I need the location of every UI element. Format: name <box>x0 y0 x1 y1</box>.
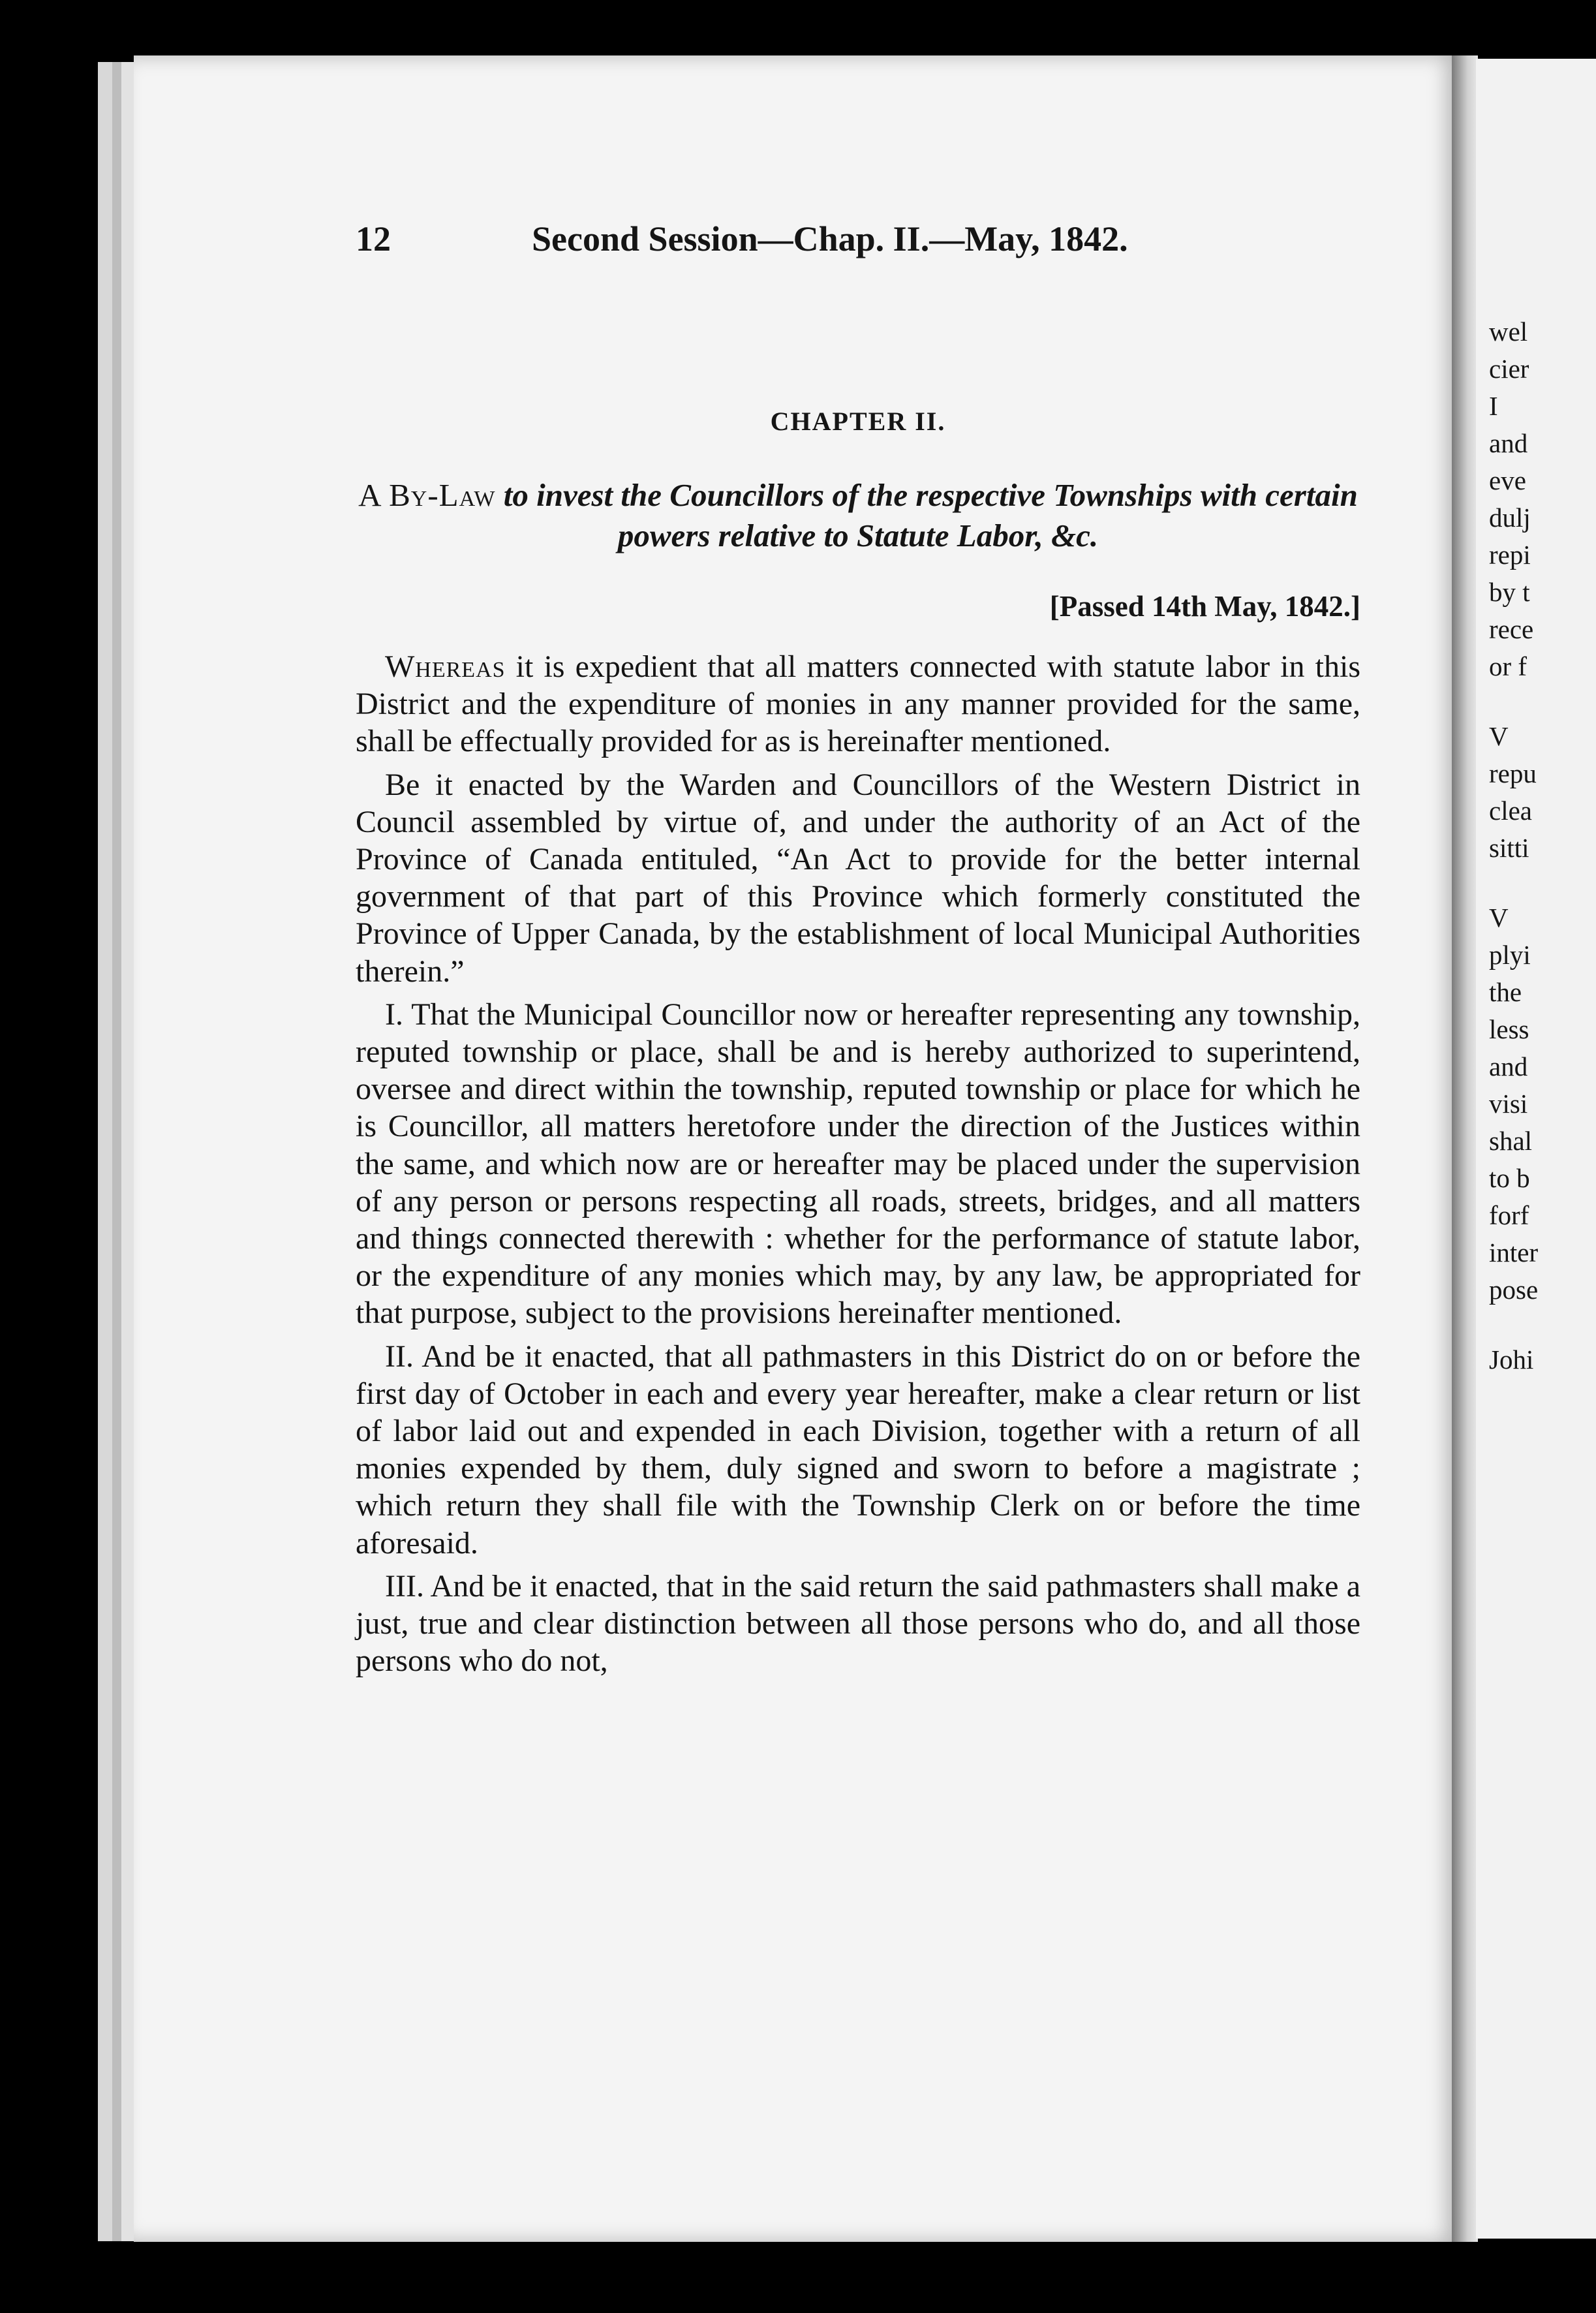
facing-line: plyi <box>1489 940 1531 970</box>
facing-line: by t <box>1489 577 1530 607</box>
facing-line: or f <box>1489 651 1527 681</box>
paragraph-text: III. And be it enacted, that in the said return the said pathmasters shall make a just, true and clear distinction between all those persons who do, and all those persons who do not, <box>356 1568 1360 1679</box>
running-head <box>356 219 1184 264</box>
facing-line: inter <box>1489 1237 1539 1267</box>
paragraph-preamble <box>356 648 1360 760</box>
section-3 <box>356 1568 1360 1680</box>
paragraph-text: Be it enacted by the Warden and Councillors of the Western District in Council assembled by virtue of, and under the authority of an Act of the Province of Canada entituled, “An Act to provide for the better internal government of that part of this Province which formerly constituted the Province of Upper Canada, by the establishment of local Municipal Authorities therein.” <box>356 767 1360 989</box>
facing-line: repi <box>1489 540 1531 570</box>
page-edge <box>112 62 121 2241</box>
chapter-heading: CHAPTER II. <box>770 407 946 436</box>
facing-line: V <box>1489 721 1509 751</box>
facing-line: Johi <box>1489 1344 1534 1374</box>
paragraph-text: I. That the Municipal Councillor now or hereafter representing any township, reputed township or place, shall be and is hereby authorized to superintend, oversee and direct within the township, reputed township or place for which he is Councillor, all matters heretofore under the direction of the Justices within the same, and which now are or hereafter may be placed under the supervision of any person or persons respecting all roads, streets, bridges, and all matters and things connected therewith : whether for the performance of statute labor, or the expenditure of any monies which may, by any law, be appropriated for that purpose, subject to the provisions hereinafter mentioned. <box>356 997 1360 1331</box>
facing-line: visi <box>1489 1089 1528 1119</box>
page-edge <box>98 62 112 2241</box>
section-1 <box>356 996 1360 1332</box>
facing-line: dulj <box>1489 503 1531 533</box>
bylaw-title-text: to invest the Councillors of the respective Townships with certain powers relative to Statute Labor, &c. <box>503 477 1358 553</box>
facing-line: I <box>1489 391 1498 421</box>
facing-line: wel <box>1489 317 1528 347</box>
facing-line: sitti <box>1489 833 1529 863</box>
bylaw-title-lead: A By-Law <box>358 477 496 513</box>
facing-line: less <box>1489 1014 1529 1044</box>
facing-line: pose <box>1489 1275 1539 1305</box>
facing-page-text <box>1489 313 1596 1378</box>
facing-line: and <box>1489 1051 1528 1081</box>
facing-line: forf <box>1489 1200 1529 1230</box>
bylaw-body <box>356 648 1360 1685</box>
facing-line: V <box>1489 903 1509 933</box>
facing-line: cier <box>1489 354 1529 384</box>
page-edge <box>121 62 134 2241</box>
page-number: 12 <box>356 219 391 258</box>
facing-line: shal <box>1489 1126 1533 1156</box>
facing-line: clea <box>1489 796 1532 826</box>
paragraph-enacting <box>356 766 1360 990</box>
facing-line: rece <box>1489 614 1534 644</box>
running-title: Second Session—Chap. II.—May, 1842. <box>532 219 1128 258</box>
facing-line: the <box>1489 977 1522 1007</box>
bylaw-title <box>356 475 1360 556</box>
facing-line: repu <box>1489 758 1537 788</box>
facing-line: eve <box>1489 465 1526 495</box>
facing-page <box>1476 59 1596 2239</box>
paragraph-text: it is expedient that all matters connected with statute labor in this District and the expenditure of monies in any manner provided for the same, shall be effectually provided for as is hereinafter mentioned. <box>356 649 1360 759</box>
paragraph-text: II. And be it enacted, that all pathmasters in this District do on or before the first day of October in each and every year hereafter, make a clear return or list of labor laid out and expended in each Division, together with a return of all monies expended by them, duly signed and sworn to before a magistrate ; which return they shall file with the Township Clerk on or before the time aforesaid. <box>356 1339 1360 1560</box>
facing-line: and <box>1489 428 1528 458</box>
facing-line: to b <box>1489 1163 1530 1193</box>
book-gutter <box>1452 55 1478 2242</box>
section-2 <box>356 1338 1360 1562</box>
paragraph-lead: Whereas <box>385 649 506 684</box>
passed-date: [Passed 14th May, 1842.] <box>1049 590 1360 623</box>
